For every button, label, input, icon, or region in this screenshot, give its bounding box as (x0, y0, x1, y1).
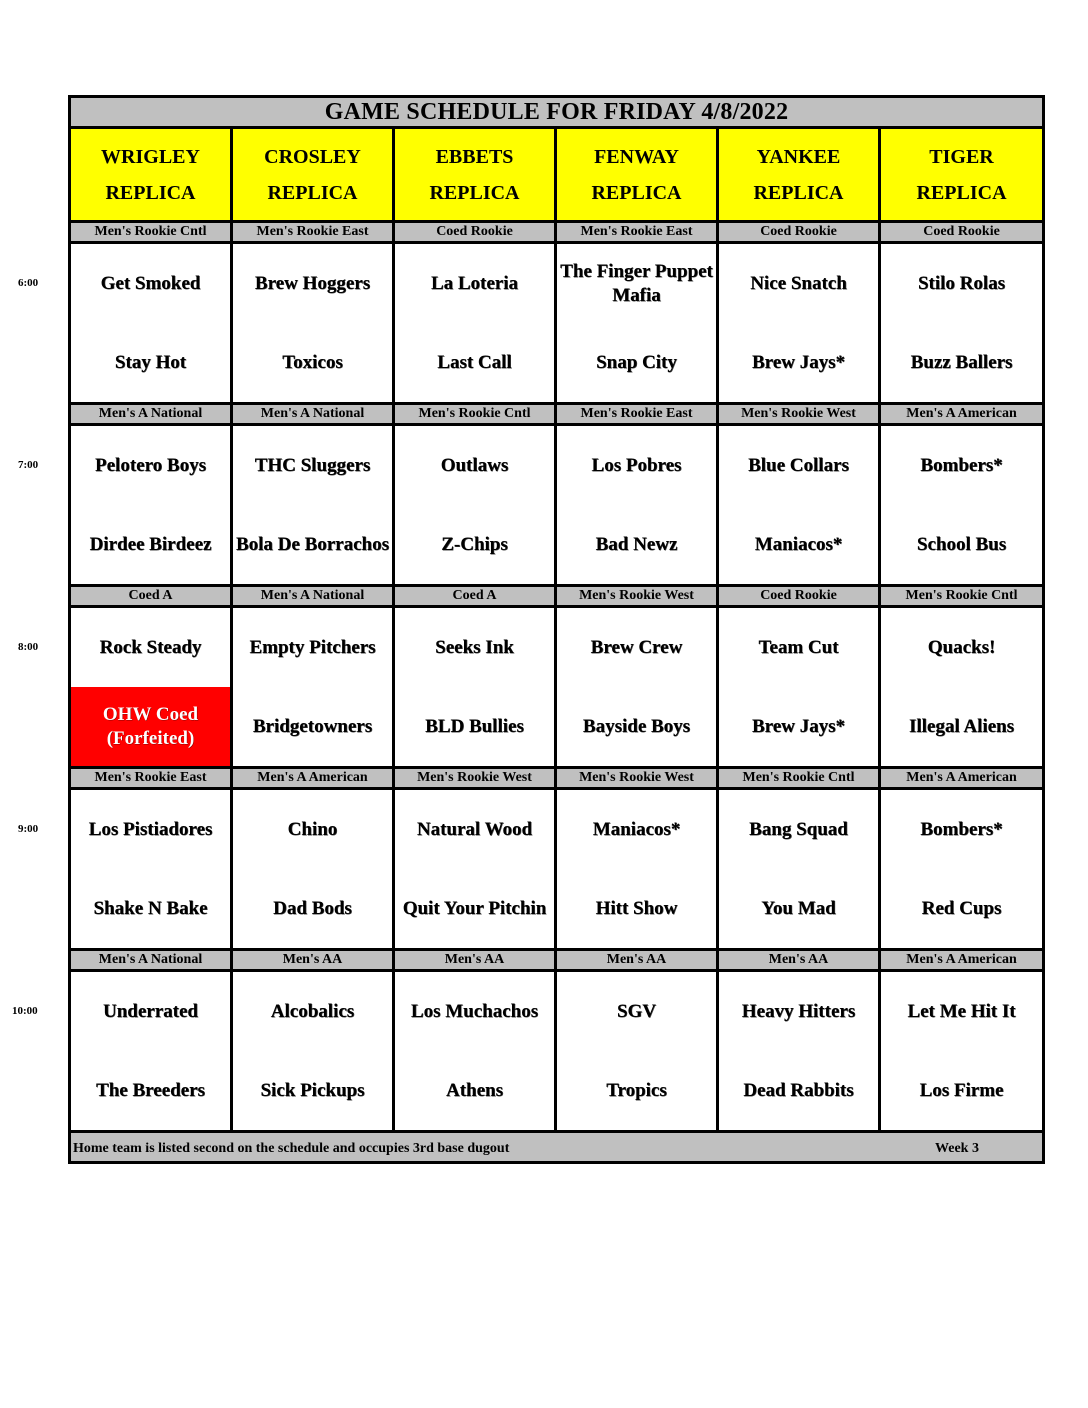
away-team: Pelotero Boys (70, 425, 232, 506)
away-team: SGV (556, 971, 718, 1052)
home-team: Brew Jays* (718, 687, 880, 768)
away-team: Empty Pitchers (232, 607, 394, 688)
home-team-row (70, 869, 1044, 950)
home-team: Snap City (556, 323, 718, 404)
week-label: Week 3 (935, 1141, 979, 1156)
division-row (70, 950, 1044, 971)
home-team: BLD Bullies (394, 687, 556, 768)
division-label: Men's A American (232, 768, 394, 789)
home-team-row (70, 687, 1044, 768)
field-name: FENWAY (594, 145, 679, 168)
time-column (0, 0, 68, 1408)
away-team: Get Smoked (70, 243, 232, 324)
division-label: Men's Rookie East (556, 222, 718, 243)
division-label: Men's Rookie West (394, 768, 556, 789)
footer-cell (70, 1132, 1044, 1163)
away-team: Bang Squad (718, 789, 880, 870)
away-team: Nice Snatch (718, 243, 880, 324)
home-team: Sick Pickups (232, 1051, 394, 1132)
field-name: TIGER (929, 145, 994, 168)
away-team: Rock Steady (70, 607, 232, 688)
division-label: Men's A National (70, 950, 232, 971)
home-team: Los Firme (880, 1051, 1044, 1132)
away-team: The Finger Puppet Mafia (556, 243, 718, 324)
home-team-row (70, 1051, 1044, 1132)
schedule-title: GAME SCHEDULE FOR FRIDAY 4/8/2022 (70, 97, 1044, 128)
home-team: You Mad (718, 869, 880, 950)
division-label: Men's Rookie East (70, 768, 232, 789)
division-label: Men's Rookie East (232, 222, 394, 243)
away-team: Seeks Ink (394, 607, 556, 688)
home-team: Maniacos* (718, 505, 880, 586)
home-team: Dad Bods (232, 869, 394, 950)
home-team-row (70, 505, 1044, 586)
away-team: Los Pistiadores (70, 789, 232, 870)
home-team: Toxicos (232, 323, 394, 404)
away-team: Let Me Hit It (880, 971, 1044, 1052)
time-slot-label: 8:00 (18, 640, 39, 653)
away-team: Team Cut (718, 607, 880, 688)
home-team: School Bus (880, 505, 1044, 586)
field-header-wrigley (70, 128, 232, 222)
division-label: Men's AA (394, 950, 556, 971)
division-label: Men's Rookie Cntl (880, 586, 1044, 607)
division-label: Coed A (70, 586, 232, 607)
field-header-crosley (232, 128, 394, 222)
field-subtitle: REPLICA (429, 181, 520, 204)
home-team: Dirdee Birdeez (70, 505, 232, 586)
away-team: Los Muchachos (394, 971, 556, 1052)
home-team: Shake N Bake (70, 869, 232, 950)
division-label: Men's A National (232, 404, 394, 425)
away-team: Quacks! (880, 607, 1044, 688)
home-team: Athens (394, 1051, 556, 1132)
division-row (70, 404, 1044, 425)
division-label: Men's Rookie West (556, 586, 718, 607)
home-team: Red Cups (880, 869, 1044, 950)
division-label: Men's Rookie Cntl (394, 404, 556, 425)
division-label: Men's Rookie Cntl (70, 222, 232, 243)
field-name: EBBETS (435, 145, 514, 168)
game-schedule-table (68, 95, 1045, 1164)
division-label: Men's AA (556, 950, 718, 971)
field-header-tiger (880, 128, 1044, 222)
away-team: THC Sluggers (232, 425, 394, 506)
home-team: Stay Hot (70, 323, 232, 404)
home-team: Tropics (556, 1051, 718, 1132)
division-label: Men's Rookie East (556, 404, 718, 425)
field-name: CROSLEY (264, 145, 361, 168)
home-team: Bridgetowners (232, 687, 394, 768)
away-team: Alcobalics (232, 971, 394, 1052)
time-slot-label: 7:00 (18, 458, 39, 471)
away-team-row (70, 425, 1044, 506)
field-subtitle: REPLICA (591, 181, 682, 204)
division-label: Men's AA (718, 950, 880, 971)
time-slot-label: 6:00 (18, 276, 39, 289)
field-header-ebbets (394, 128, 556, 222)
away-team: Stilo Rolas (880, 243, 1044, 324)
division-label: Men's AA (232, 950, 394, 971)
home-team: Quit Your Pitchin (394, 869, 556, 950)
home-team: The Breeders (70, 1051, 232, 1132)
division-label: Men's Rookie Cntl (718, 768, 880, 789)
home-team: Last Call (394, 323, 556, 404)
away-team: Chino (232, 789, 394, 870)
home-team-note: Home team is listed second on the schedule and occupies 3rd base dugout (73, 1141, 510, 1156)
away-team: La Loteria (394, 243, 556, 324)
away-team: Los Pobres (556, 425, 718, 506)
field-subtitle: REPLICA (916, 181, 1007, 204)
division-label: Coed Rookie (718, 586, 880, 607)
division-label: Men's A American (880, 404, 1044, 425)
footer-row (70, 1132, 1044, 1163)
division-row (70, 768, 1044, 789)
away-team: Natural Wood (394, 789, 556, 870)
home-team: Brew Jays* (718, 323, 880, 404)
away-team: Bombers* (880, 425, 1044, 506)
away-team: Maniacos* (556, 789, 718, 870)
field-subtitle: REPLICA (105, 181, 196, 204)
division-label: Men's Rookie West (718, 404, 880, 425)
home-team-forfeited: OHW Coed (Forfeited) (70, 687, 232, 768)
field-subtitle: REPLICA (267, 181, 358, 204)
away-team-row (70, 971, 1044, 1052)
division-label: Coed Rookie (718, 222, 880, 243)
away-team: Heavy Hitters (718, 971, 880, 1052)
field-name: WRIGLEY (101, 145, 200, 168)
field-header-yankee (718, 128, 880, 222)
home-team: Bayside Boys (556, 687, 718, 768)
division-label: Coed Rookie (394, 222, 556, 243)
division-label: Men's A American (880, 950, 1044, 971)
field-subtitle: REPLICA (753, 181, 844, 204)
division-label: Coed A (394, 586, 556, 607)
division-label: Men's A American (880, 768, 1044, 789)
division-label: Men's A National (232, 586, 394, 607)
away-team: Brew Crew (556, 607, 718, 688)
field-header-fenway (556, 128, 718, 222)
field-header-row (70, 128, 1044, 222)
home-team: Buzz Ballers (880, 323, 1044, 404)
division-row (70, 586, 1044, 607)
away-team: Blue Collars (718, 425, 880, 506)
home-team: Z-Chips (394, 505, 556, 586)
away-team: Bombers* (880, 789, 1044, 870)
home-team: Hitt Show (556, 869, 718, 950)
away-team-row (70, 789, 1044, 870)
home-team: Bad Newz (556, 505, 718, 586)
field-name: YANKEE (756, 145, 841, 168)
home-team: Bola De Borrachos (232, 505, 394, 586)
away-team: Outlaws (394, 425, 556, 506)
division-label: Men's A National (70, 404, 232, 425)
division-label: Coed Rookie (880, 222, 1044, 243)
away-team: Underrated (70, 971, 232, 1052)
division-row (70, 222, 1044, 243)
away-team-row (70, 243, 1044, 324)
away-team: Brew Hoggers (232, 243, 394, 324)
division-label: Men's Rookie West (556, 768, 718, 789)
time-slot-label: 9:00 (18, 822, 39, 835)
away-team-row (70, 607, 1044, 688)
home-team: Illegal Aliens (880, 687, 1044, 768)
title-row (70, 97, 1044, 128)
home-team-row (70, 323, 1044, 404)
home-team: Dead Rabbits (718, 1051, 880, 1132)
time-slot-label: 10:00 (12, 1004, 38, 1017)
